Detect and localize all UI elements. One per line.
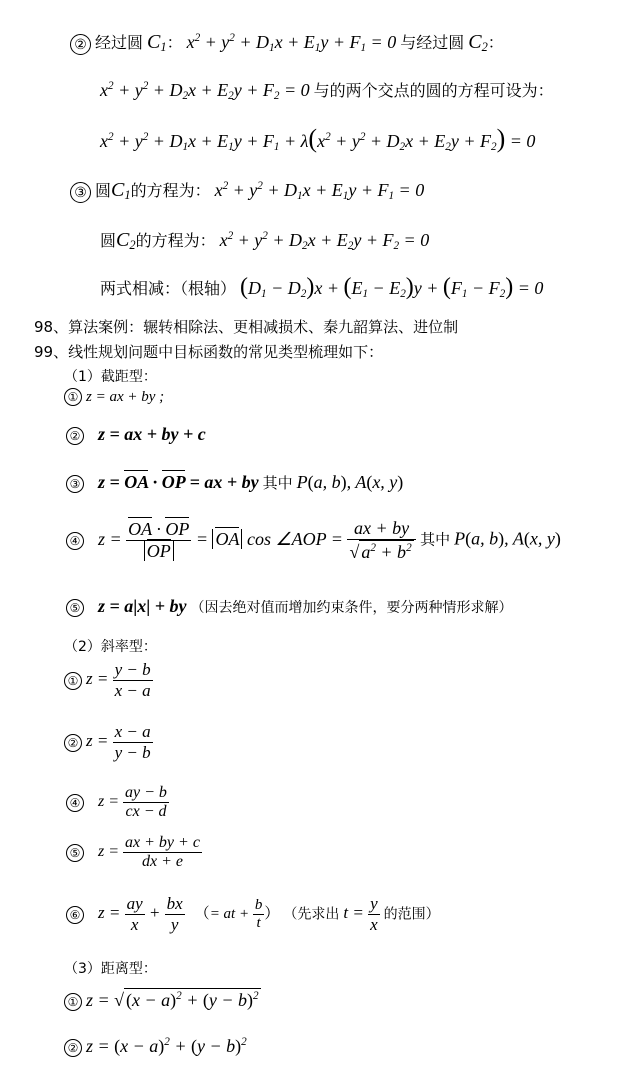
item-number: ② <box>70 34 91 55</box>
slope-2: ② z = $\frac{x - a}{y - b}$ <box>64 722 153 763</box>
section-intercept-type: （1）截距型： <box>64 369 157 385</box>
math-equation: $z = (x - a)^2 + (y - b)^2$ <box>86 1035 247 1056</box>
math-equation: z = $\frac{y - b}{x - a}$ <box>86 660 151 700</box>
slope-5: ⑤ z = $\frac{ax + by + c}{dx + e}$ <box>66 834 202 871</box>
math-equation: z = $\frac{OA \cdot OP}{OP}$ = OA cos ∠AOP = $\frac{ax + by}{√ a^2 + b^2}$ <box>98 529 420 549</box>
item-number: ③ <box>70 182 91 203</box>
math-equation: $x^2 + y^2 + D_2x + E_2y + F_2 = 0$ <box>219 229 430 252</box>
slope-4: ④ z = $\frac{ay - b}{cx - d}$ <box>66 784 169 821</box>
math-equation: z = $\frac{ay - b}{cx - d}$ <box>98 784 167 820</box>
math-equation: z = $\frac{ay}{x}$ + $\frac{bx}{y}$ <box>98 894 183 934</box>
math-equation: $x^2 + y^2 + D_2x + E_2y + F_2 = 0$ <box>100 79 310 102</box>
line-circle-family-2 <box>100 78 554 101</box>
line-circle-family-3 <box>100 124 535 154</box>
item-99: 99、线性规划问题中目标函数的常见类型梳理如下： <box>34 343 384 361</box>
math-equation: z = OA · OP = ax + by <box>98 472 259 492</box>
line-radical-axis <box>100 274 543 301</box>
line-circle-c2: 圆$C_2$的方程为： $x^2 + y^2 + D_2x + E_2y + F_2 = 0$ <box>100 229 430 253</box>
text: 经过圆 <box>95 33 144 52</box>
intercept-2: ② z = ax + by + c <box>66 424 206 445</box>
slope-6: ⑥ z = $\frac{ay}{x}$ + $\frac{bx}{y}$ （= at + $\frac{b}{t}$ ） （先求出 t = $\frac{y}{x}$ 的范围） <box>66 894 440 935</box>
text: 与经过圆 <box>400 33 465 52</box>
slope-1: ① z = $\frac{y - b}{x - a}$ <box>64 660 153 701</box>
math-equation: z = $\frac{ax + by + c}{dx + e}$ <box>98 834 200 870</box>
math-equation: z = √ $(x - a)^2 + (y - b)^2$ <box>86 989 259 1010</box>
intercept-5: ⑤ z = a|x| + by （因去绝对值而增加约束条件，要分两种情形求解） <box>66 596 512 617</box>
intercept-4: ④ z = $\frac{OA \cdot OP}{OP}$ = OA cos ∠AOP = $\frac{ax + by}{√ a^2 + b^2}$ 其中 P(a, b), A(x, y) <box>66 518 561 563</box>
line-circle-family-1: ② 经过圆 $C_1$： $x^2 + y^2 + D_1x + E_1y + F_1 = 0$ 与经过圆 $C_2$： <box>70 30 504 55</box>
distance-1: ① z = √ $(x - a)^2 + (y - b)^2$ <box>64 988 261 1011</box>
section-slope-type: （2）斜率型： <box>64 639 157 655</box>
math-equation: $(D_1 - D_2)x + (E_1 - E_2)y + (F_1 - F_2) = 0$ <box>240 274 544 300</box>
text: 两式相减：（根轴） <box>100 279 237 298</box>
math-equation: z = ax + by ; <box>86 389 165 405</box>
math: $C_1$ <box>147 31 167 55</box>
intercept-3: ③ z = OA · OP = ax + by 其中 P(a, b), A(x, y) <box>66 472 403 493</box>
math-equation: z = ax + by + c <box>98 424 206 444</box>
item-98: 98、算法案例：辗转相除法、更相减损术、秦九韶算法、进位制 <box>34 318 459 336</box>
math-equation: $x^2 + y^2 + D_1x + E_1y + F_1 = 0$ <box>186 31 397 54</box>
math-equation: z = $\frac{x - a}{y - b}$ <box>86 722 151 762</box>
line-circle-c1: ③ 圆$C_1$的方程为： $x^2 + y^2 + D_1x + E_1y + F_1 = 0$ <box>70 178 424 203</box>
distance-2: ② $z = (x - a)^2 + (y - b)^2$ <box>64 1036 247 1057</box>
intercept-1: ① z = ax + by ; <box>64 388 164 406</box>
text: 与的两个交点的圆的方程可设为： <box>313 81 554 100</box>
math-equation: $x^2 + y^2 + D_1x + E_1y + F_1 = 0$ <box>214 179 425 202</box>
math-equation: z = a|x| + by <box>98 596 187 616</box>
math-equation: $x^2 + y^2 + D_1x + E_1y + F_1 + \lambda(x^2 + y^2 + D_2x + E_2y + F_2) = 0$ <box>100 124 536 153</box>
section-distance-type: （3）距离型： <box>64 961 157 977</box>
